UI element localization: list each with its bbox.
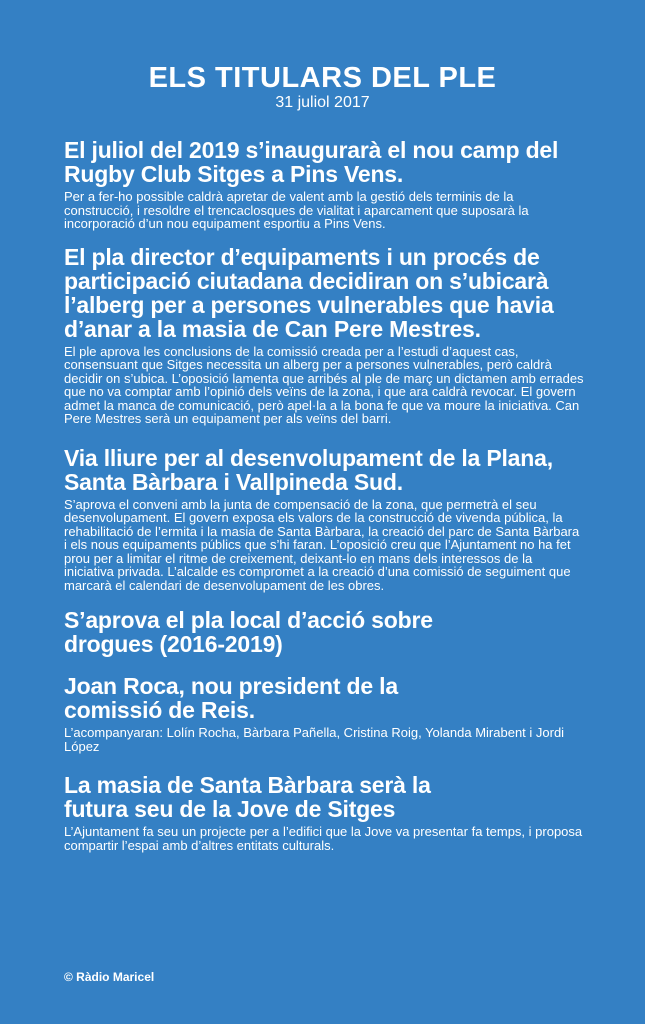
headline-title: Joan Roca, nou president de la comissió de Reis. xyxy=(64,673,398,723)
headline-body: L’Ajuntament fa seu un projecte per a l’edifici que la Jove va presentar fa temps, i proposa compartir l’espai amb d’altres entitats culturals. xyxy=(64,824,583,853)
copyright-credit: © Ràdio Maricel xyxy=(64,970,155,984)
header xyxy=(0,62,645,112)
headline-item xyxy=(64,245,584,426)
headline-body: Per a fer-ho possible caldrà apretar de valent amb la gestió dels terminis de la construcció, i resoldre el trencaclosques de vialitat i aparcament que suposarà la incorporació d’un nou equipament esportiu a Pins Vens. xyxy=(64,189,529,231)
headline-title: Via lliure per al desenvolupament de la Plana, Santa Bàrbara i Vallpineda Sud. xyxy=(64,444,553,495)
headline-item xyxy=(64,446,584,593)
headline-title: El juliol del 2019 s’inaugurarà el nou camp del Rugby Club Sitges a Pins Vens. xyxy=(64,137,559,187)
headline-body: El ple aprova les conclusions de la comissió creada per a l’estudi d’aquest cas, consensuant que Sitges necessita un alberg per a persones vulnerables, però caldrà decidir on s’ubica. L’oposició lamenta que arribés al ple de març un dictamen amb errades que no va comptar amb l’opinió dels veïns de la zona, i que ara caldrà revocar. El govern admet la manca de comunicació, però apel·la a la bona fe que va moure la iniciativa. Can Pere Mestres serà un equipament per als veïns del barri. xyxy=(64,343,584,426)
headline-title: La masia de Santa Bàrbara serà la futura seu de la Jove de Sitges xyxy=(64,772,431,822)
headline-item xyxy=(64,773,584,852)
headline-title: El pla director d’equipaments i un procés de participació ciutadana decidiran on s’ubicarà l’alberg per a persones vulnerables que havia d’anar a la masia de Can Pere Mestres. xyxy=(64,243,554,342)
page-title: ELS TITULARS DEL PLE xyxy=(148,62,497,94)
headlines-list xyxy=(64,138,584,852)
headline-item xyxy=(64,674,584,753)
headline-item xyxy=(64,608,584,656)
headline-title: S’aprova el pla local d’acció sobre drogues (2016-2019) xyxy=(64,607,433,657)
headline-body: L’acompanyaran: Lolín Rocha, Bàrbara Pañella, Cristina Roig, Yolanda Mirabent i Jordi López xyxy=(64,725,565,754)
headline-body: S’aprova el conveni amb la junta de compensació de la zona, que permetrà el seu desenvolupament. El govern exposa els valors de la construcció de vivenda pública, la rehabilitació de l’ermita i la masia de Santa Bàrbara, la creació del parc de Santa Bàrbara i els nous equipaments públics que s’hi faran. L’oposició creu que l’Ajuntament no ha fet prou per a limitar el ritme de creixement, deixant-lo en mans dels interessos de la iniciativa privada. L’alcalde es compromet a la creació d’una comissió de seguiment que marcarà el calendari de desenvolupament de les obres. xyxy=(64,496,580,593)
page-date: 31 juliol 2017 xyxy=(275,94,370,111)
headline-item xyxy=(64,138,584,231)
